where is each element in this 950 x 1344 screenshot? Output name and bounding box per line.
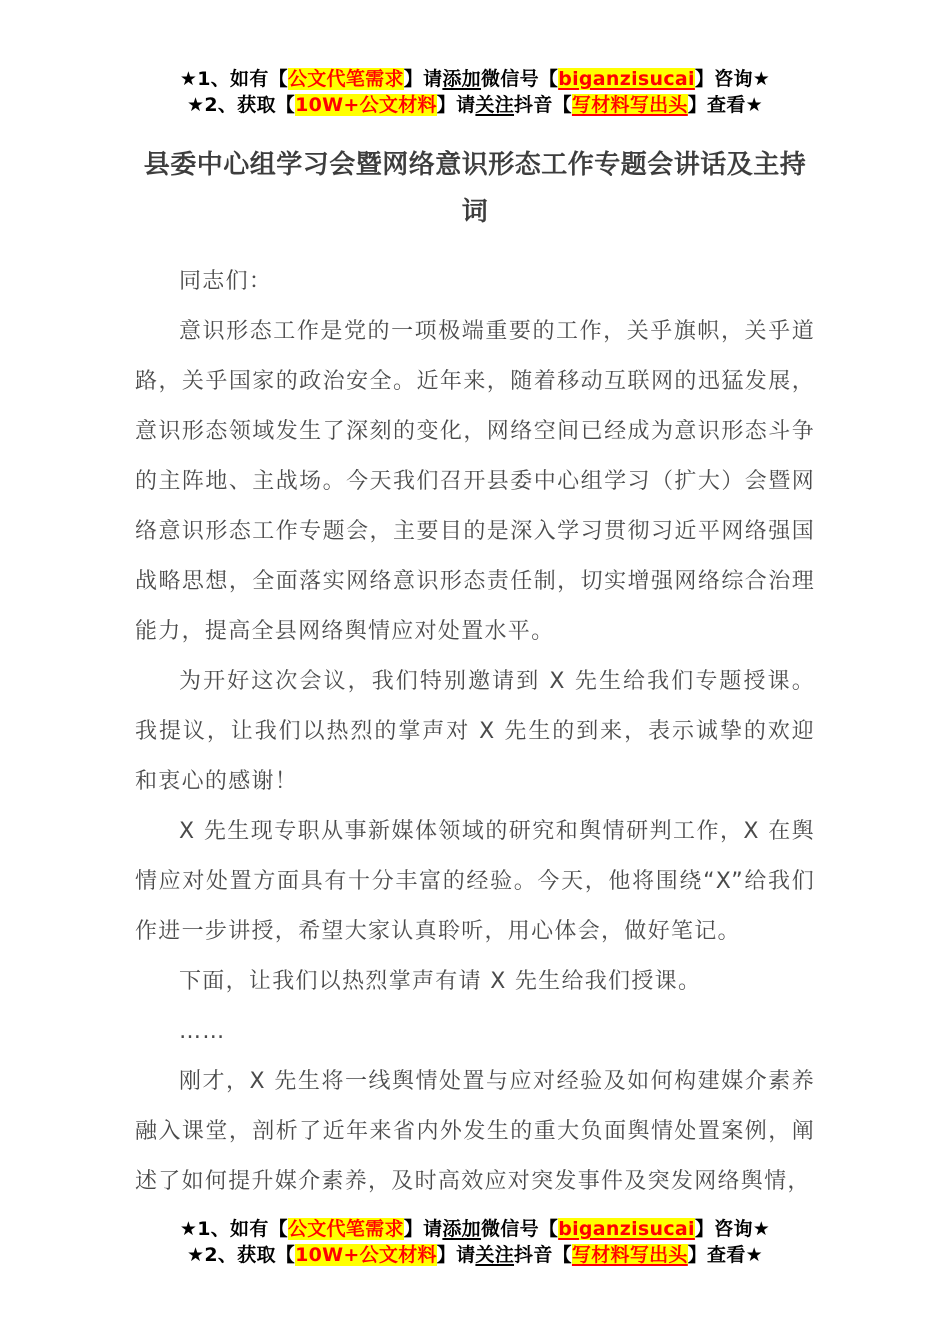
promo-text-segment: 微信号【: [480, 1218, 559, 1240]
paragraph-summary: 刚才，X 先生将一线舆情处置与应对经验及如何构建媒介素养融入课堂，剖析了近年来省内外发生的重大负面舆情处置案例，阐述了如何提升媒介素养，及时高效应对突发事件及突发网络舆情，: [135, 1069, 815, 1194]
promo-text-segment: ★1、如有【: [179, 68, 288, 90]
promo-text-segment: ★2、获取【: [187, 94, 296, 116]
highlight-keyword-service: 公文代笔需求: [287, 1218, 404, 1240]
highlight-keyword-materials: 10W+公文材料: [295, 94, 437, 116]
promo-header-line-2: [0, 92, 950, 118]
promo-text-segment: 】咨询★: [694, 68, 771, 90]
page-title: 县委中心组学习会暨网络意识形态工作专题会讲话及主持词: [143, 150, 807, 227]
underlined-action-add: 添加: [442, 1218, 481, 1240]
promo-text-segment: 】请: [436, 1244, 476, 1266]
promo-header-line-1: [0, 66, 950, 92]
paragraph-ellipsis: ……: [179, 1019, 226, 1044]
underlined-action-follow: 关注: [475, 1244, 515, 1266]
promo-header: [0, 66, 950, 118]
promo-footer: [0, 1216, 950, 1268]
promo-text-segment: 】请: [403, 68, 443, 90]
highlight-keyword-service: 公文代笔需求: [287, 68, 404, 90]
underlined-action-add: 添加: [442, 68, 481, 90]
promo-text-segment: ★1、如有【: [179, 1218, 288, 1240]
underlined-action-follow: 关注: [475, 94, 515, 116]
paragraph-opening: 意识形态工作是党的一项极端重要的工作，关乎旗帜，关乎道路，关乎国家的政治安全。近年来，随着移动互联网的迅猛发展，意识形态领域发生了深刻的变化，网络空间已经成为意识形态斗争的主阵地、主战场。今天我们召开县委中心组学习（扩大）会暨网络意识形态工作专题会，主要目的是深入学习贯彻习近平网络强国战略思想，全面落实网络意识形态责任制，切实增强网络综合治理能力，提高全县网络舆情应对处置水平。: [135, 319, 815, 644]
highlight-keyword-materials: 10W+公文材料: [295, 1244, 437, 1266]
promo-text-segment: 】查看★: [687, 1244, 763, 1266]
promo-text-segment: 】请: [403, 1218, 443, 1240]
promo-footer-line-1: [0, 1216, 950, 1242]
douyin-account-name: 写材料写出头: [571, 94, 688, 116]
promo-text-segment: 抖音【: [514, 1244, 572, 1266]
promo-text-segment: 】请: [436, 94, 476, 116]
promo-text-segment: 】查看★: [687, 94, 763, 116]
wechat-id: biganzisucai: [558, 68, 695, 90]
wechat-id: biganzisucai: [558, 1218, 695, 1240]
paragraph-greeting: 同志们：: [179, 269, 273, 294]
promo-text-segment: 】咨询★: [694, 1218, 771, 1240]
promo-text-segment: 抖音【: [514, 94, 572, 116]
douyin-account-name: 写材料写出头: [571, 1244, 688, 1266]
paragraph-speaker-intro: X 先生现专职从事新媒体领域的研究和舆情研判工作，X 在舆情应对处置方面具有十分丰富的经验。今天，他将围绕“X”给我们作进一步讲授，希望大家认真聆听，用心体会，做好笔记。: [135, 819, 815, 944]
paragraph-welcome: 为开好这次会议，我们特别邀请到 X 先生给我们专题授课。我提议，让我们以热烈的掌声对 X 先生的到来，表示诚挚的欢迎和衷心的感谢！: [135, 669, 815, 794]
promo-footer-line-2: [0, 1242, 950, 1268]
promo-text-segment: 微信号【: [480, 68, 559, 90]
paragraph-invitation: 下面，让我们以热烈掌声有请 X 先生给我们授课。: [179, 969, 702, 994]
document-body: [135, 257, 815, 1207]
promo-text-segment: ★2、获取【: [187, 1244, 296, 1266]
